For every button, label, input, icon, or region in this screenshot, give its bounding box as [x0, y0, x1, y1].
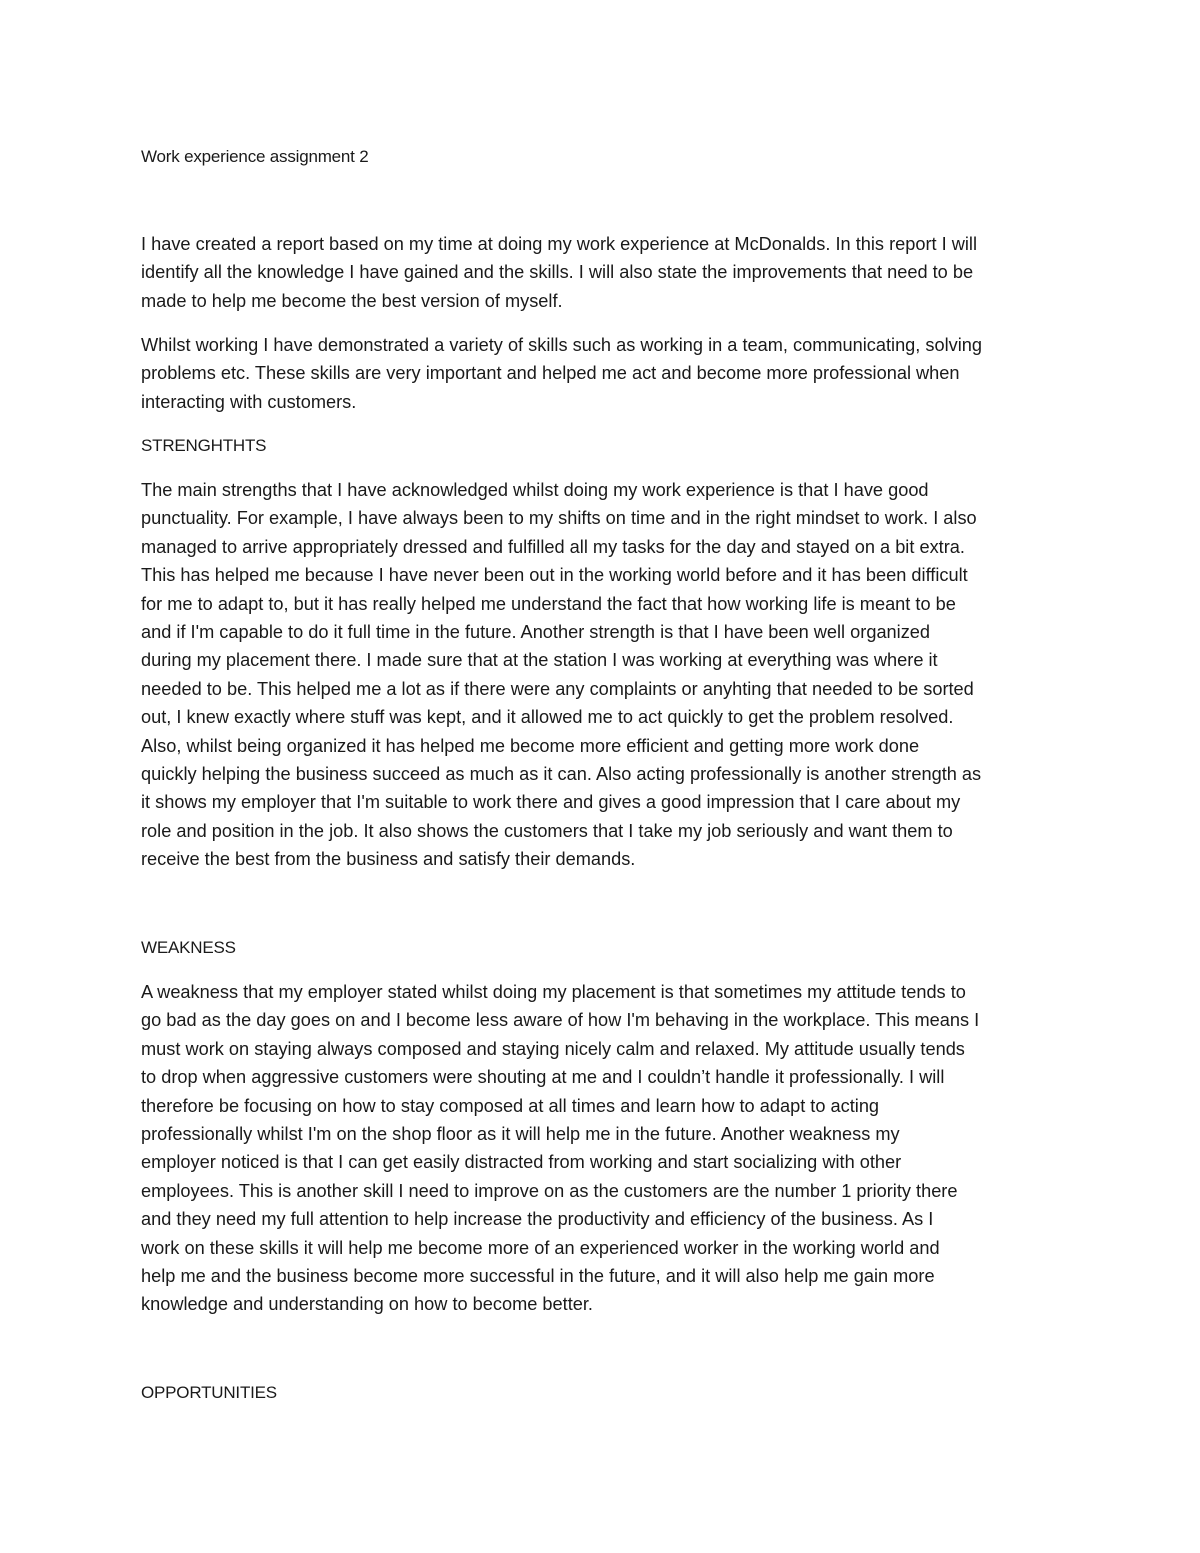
opportunities-heading: OPPORTUNITIES	[141, 1383, 277, 1402]
paragraph-line: employees. This is another skill I need to improve on as the customers are the number 1 priority there	[141, 1180, 958, 1201]
paragraph-line: go bad as the day goes on and I become less aware of how I'm behaving in the workplace. This means I	[141, 1010, 980, 1031]
strengths-heading: STRENGHTHTS	[141, 436, 267, 455]
strengths-paragraph	[141, 476, 1061, 874]
document-title: Work experience assignment 2	[141, 147, 369, 166]
weakness-paragraph	[141, 978, 1061, 1319]
weakness-heading: WEAKNESS	[141, 938, 236, 957]
paragraph-line: I have created a report based on my time at doing my work experience at McDonalds. In this report I will	[141, 234, 978, 254]
paragraph-line: therefore be focusing on how to stay composed at all times and learn how to adapt to acting	[141, 1095, 880, 1116]
paragraph-line: to drop when aggressive customers were shouting at me and I couldn’t handle it professionally. I will	[141, 1067, 945, 1088]
paragraph-line: needed to be. This helped me a lot as if there were any complaints or anyhting that needed to be sorted	[141, 678, 974, 699]
paragraph-line: receive the best from the business and satisfy their demands.	[141, 849, 636, 870]
paragraph-line: out, I knew exactly where stuff was kept, and it allowed me to act quickly to get the problem resolved.	[141, 707, 954, 728]
paragraph-line: work on these skills it will help me become more of an experienced worker in the working world and	[141, 1237, 940, 1258]
intro-paragraph	[141, 230, 1061, 315]
paragraph-line: it shows my employer that I'm suitable to work there and gives a good impression that I care about my	[141, 792, 961, 813]
paragraph-line: for me to adapt to, but it has really helped me understand the fact that how working life is meant to be	[141, 593, 956, 614]
paragraph-line: A weakness that my employer stated whilst doing my placement is that sometimes my attitude tends to	[141, 982, 966, 1002]
paragraph-line: during my placement there. I made sure that at the station I was working at everything was where it	[141, 650, 938, 671]
skills-paragraph	[141, 331, 1061, 416]
paragraph-line: problems etc. These skills are very important and helped me act and become more professional when	[141, 363, 960, 384]
paragraph-line: knowledge and understanding on how to become better.	[141, 1294, 593, 1315]
paragraph-line: punctuality. For example, I have always been to my shifts on time and in the right mindset to work. I also	[141, 508, 977, 529]
paragraph-line: interacting with customers.	[141, 391, 357, 412]
paragraph-line: must work on staying always composed and staying nicely calm and relaxed. My attitude usually tends	[141, 1038, 965, 1059]
paragraph-line: quickly helping the business succeed as much as it can. Also acting professionally is another strength as	[141, 764, 982, 785]
paragraph-line: identify all the knowledge I have gained and the skills. I will also state the improvements that need to be	[141, 262, 974, 283]
paragraph-line: made to help me become the best version of myself.	[141, 290, 563, 311]
paragraph-line: The main strengths that I have acknowledged whilst doing my work experience is that I have good	[141, 480, 929, 500]
paragraph-line: and if I'm capable to do it full time in the future. Another strength is that I have been well organized	[141, 622, 931, 643]
paragraph-line: role and position in the job. It also shows the customers that I take my job seriously and want them to	[141, 820, 953, 841]
paragraph-line: and they need my full attention to help increase the productivity and efficiency of the business. As I	[141, 1209, 934, 1230]
paragraph-line: Whilst working I have demonstrated a variety of skills such as working in a team, communicating, solving	[141, 335, 983, 355]
paragraph-line: professionally whilst I'm on the shop floor as it will help me in the future. Another weakness my	[141, 1124, 900, 1145]
paragraph-line: help me and the business become more successful in the future, and it will also help me gain more	[141, 1266, 935, 1287]
paragraph-line: Also, whilst being organized it has helped me become more efficient and getting more work done	[141, 735, 920, 756]
paragraph-line: employer noticed is that I can get easily distracted from working and start socializing with other	[141, 1152, 902, 1173]
paragraph-line: managed to arrive appropriately dressed and fulfilled all my tasks for the day and stayed on a bit extra.	[141, 536, 965, 557]
paragraph-line: This has helped me because I have never been out in the working world before and it has been difficult	[141, 565, 968, 586]
